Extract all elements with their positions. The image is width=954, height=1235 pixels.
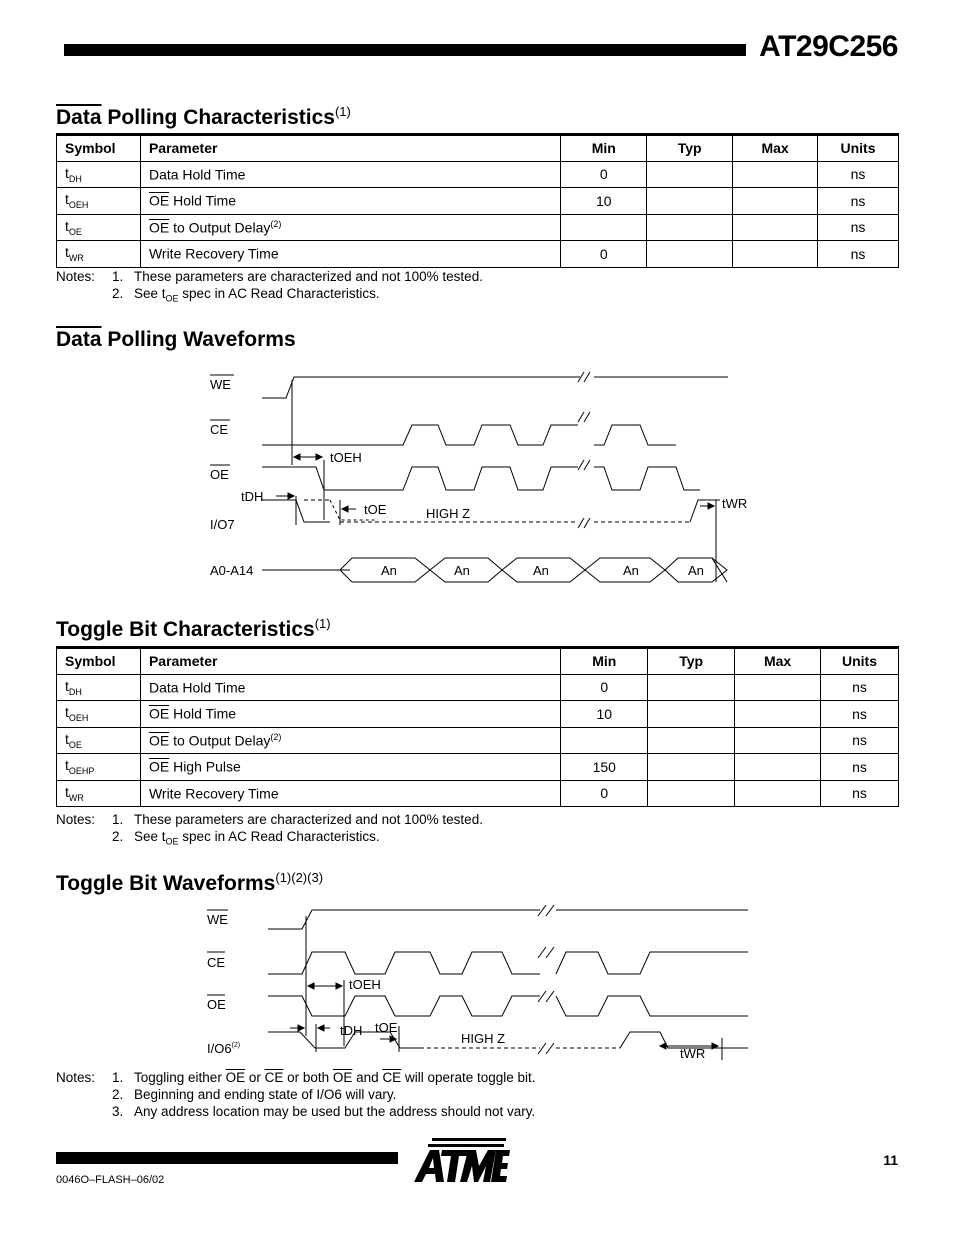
address-an-label: An [623, 563, 639, 578]
parameter-cell: $\overline{OE}$ Hold Time [140, 188, 560, 215]
address-an-label: An [688, 563, 704, 578]
min-cell: 150 [561, 754, 648, 781]
header-parameter: Parameter [140, 135, 560, 162]
typ-cell [648, 780, 735, 807]
max-cell [735, 674, 821, 701]
table-header-row [57, 648, 899, 675]
parameter-cell: Write Recovery Time [140, 780, 560, 807]
typ-cell [648, 674, 735, 701]
signal-we-label: WE [210, 377, 231, 392]
header-symbol: Symbol [57, 135, 141, 162]
symbol-cell: $t_{WR}$ [57, 241, 141, 268]
max-cell [733, 241, 818, 268]
parameter-cell: Data Hold Time [140, 161, 560, 188]
table-row [57, 727, 899, 754]
parameter-cell: $\overline{OE}$ Hold Time [140, 701, 560, 728]
signal-oe-label: OE [207, 997, 226, 1012]
table-row [57, 241, 899, 268]
header-min: Min [561, 135, 647, 162]
symbol-cell: $t_{OE}$ [57, 214, 141, 241]
max-cell [733, 188, 818, 215]
signal-io6-label: I/O6$^{(2)}$ [207, 1041, 241, 1056]
typ-cell [648, 754, 735, 781]
typ-cell [647, 188, 733, 215]
min-cell: 0 [561, 161, 647, 188]
registered-mark: ® [500, 1177, 506, 1184]
document-title: AT29C256 [759, 30, 898, 63]
toeh-label: tOEH [330, 450, 362, 465]
table-row [57, 780, 899, 807]
signal-ce-label: CE [210, 422, 229, 437]
header-parameter: Parameter [140, 648, 560, 675]
header-units: Units [821, 648, 899, 675]
signal-we-label: WE [207, 912, 228, 927]
data-polling-table [56, 133, 899, 268]
address-an-label: An [381, 563, 397, 578]
min-cell: 0 [561, 241, 647, 268]
units-cell: ns [818, 241, 899, 268]
header-max: Max [735, 648, 821, 675]
parameter-cell: $\overline{OE}$ High Pulse [140, 754, 560, 781]
twr-label: tWR [680, 1046, 706, 1061]
toggle-bit-waveform-diagram [0, 896, 954, 1068]
table-row [57, 188, 899, 215]
max-cell [735, 754, 821, 781]
footer-bar [56, 1152, 398, 1164]
symbol-cell: $t_{DH}$ [57, 161, 141, 188]
typ-cell [647, 161, 733, 188]
header-min: Min [561, 648, 648, 675]
header-units: Units [818, 135, 899, 162]
toggle-bit-table [56, 646, 899, 807]
typ-cell [647, 214, 733, 241]
typ-cell [648, 701, 735, 728]
address-an-label: An [533, 563, 549, 578]
header-max: Max [733, 135, 818, 162]
max-cell [735, 701, 821, 728]
signal-oe-label: OE [210, 467, 229, 482]
toggle-waveform-notes: Notes: 1. Toggling either $\overline{OE}$ or $\overline{CE}$ or both $\overline{OE}$ and $\overline{CE}$ will operate toggle bit. 2. Beginning and ending state of I/O6 will vary. 3. Any address location may be used but the address should not vary. [56, 1070, 536, 1119]
header-typ: Typ [648, 648, 735, 675]
max-cell [733, 161, 818, 188]
signal-address-label: A0-A14 [210, 563, 254, 578]
data-polling-characteristics-heading: Data Polling Characteristics$^{(1)}$ [56, 104, 351, 129]
parameter-cell: Write Recovery Time [140, 241, 560, 268]
tdh-label: tDH [241, 489, 264, 504]
min-cell: 10 [561, 188, 647, 215]
units-cell: ns [818, 214, 899, 241]
document-code: 0046O–FLASH–06/02 [56, 1174, 165, 1186]
table-header-row [57, 135, 899, 162]
twr-label: tWR [722, 496, 748, 511]
units-cell: ns [818, 188, 899, 215]
units-cell: ns [821, 727, 899, 754]
parameter-cell: Data Hold Time [140, 674, 560, 701]
min-cell: 0 [561, 780, 648, 807]
units-cell: ns [818, 161, 899, 188]
symbol-cell: $t_{OEH}$ [57, 701, 141, 728]
typ-cell [647, 241, 733, 268]
table-row [57, 754, 899, 781]
max-cell [735, 780, 821, 807]
header-typ: Typ [647, 135, 733, 162]
typ-cell [648, 727, 735, 754]
toggle-bit-notes: Notes: 1. These parameters are characterized and not 100% tested. 2. See $t_{OE}$ spec in AC Read Characteristics. [56, 812, 483, 847]
table-row [57, 161, 899, 188]
data-polling-waveforms-heading: Data Polling Waveforms [56, 328, 296, 351]
units-cell: ns [821, 780, 899, 807]
max-cell [733, 214, 818, 241]
symbol-cell: $t_{OEHP}$ [57, 754, 141, 781]
highz-label: HIGH Z [461, 1031, 506, 1046]
address-an-label: An [454, 563, 470, 578]
page-number: 11 [883, 1152, 898, 1168]
units-cell: ns [821, 754, 899, 781]
symbol-cell: $t_{OE}$ [57, 727, 141, 754]
toeh-label: tOEH [349, 977, 381, 992]
highz-label: HIGH Z [426, 506, 471, 521]
header-symbol: Symbol [57, 648, 141, 675]
table-row [57, 214, 899, 241]
data-polling-notes: Notes: 1. These parameters are characterized and not 100% tested. 2. See $t_{OE}$ spec in AC Read Characteristics. [56, 269, 483, 304]
tdh-label: tDH [340, 1023, 363, 1038]
units-cell: ns [821, 674, 899, 701]
max-cell [735, 727, 821, 754]
signal-ce-label: CE [207, 955, 226, 970]
toe-label: tOE [375, 1020, 398, 1035]
units-cell: ns [821, 701, 899, 728]
symbol-cell: $t_{DH}$ [57, 674, 141, 701]
header-bar [64, 44, 746, 56]
toggle-bit-characteristics-heading: Toggle Bit Characteristics$^{(1)}$ [56, 616, 331, 641]
atmel-logo [412, 1136, 512, 1186]
toe-label: tOE [364, 502, 387, 517]
symbol-cell: $t_{OEH}$ [57, 188, 141, 215]
min-cell [561, 727, 648, 754]
toggle-bit-waveforms-heading: Toggle Bit Waveforms$^{(1)(2)(3)}$ [56, 870, 324, 895]
data-polling-waveform-diagram [0, 360, 954, 590]
table-row [57, 674, 899, 701]
min-cell: 0 [561, 674, 648, 701]
signal-io7-label: I/O7 [210, 517, 235, 532]
parameter-cell: $\overline{OE}$ to Output Delay$^{(2)}$ [140, 727, 560, 754]
min-cell [561, 214, 647, 241]
symbol-cell: $t_{WR}$ [57, 780, 141, 807]
min-cell: 10 [561, 701, 648, 728]
parameter-cell: $\overline{OE}$ to Output Delay$^{(2)}$ [140, 214, 560, 241]
table-row [57, 701, 899, 728]
